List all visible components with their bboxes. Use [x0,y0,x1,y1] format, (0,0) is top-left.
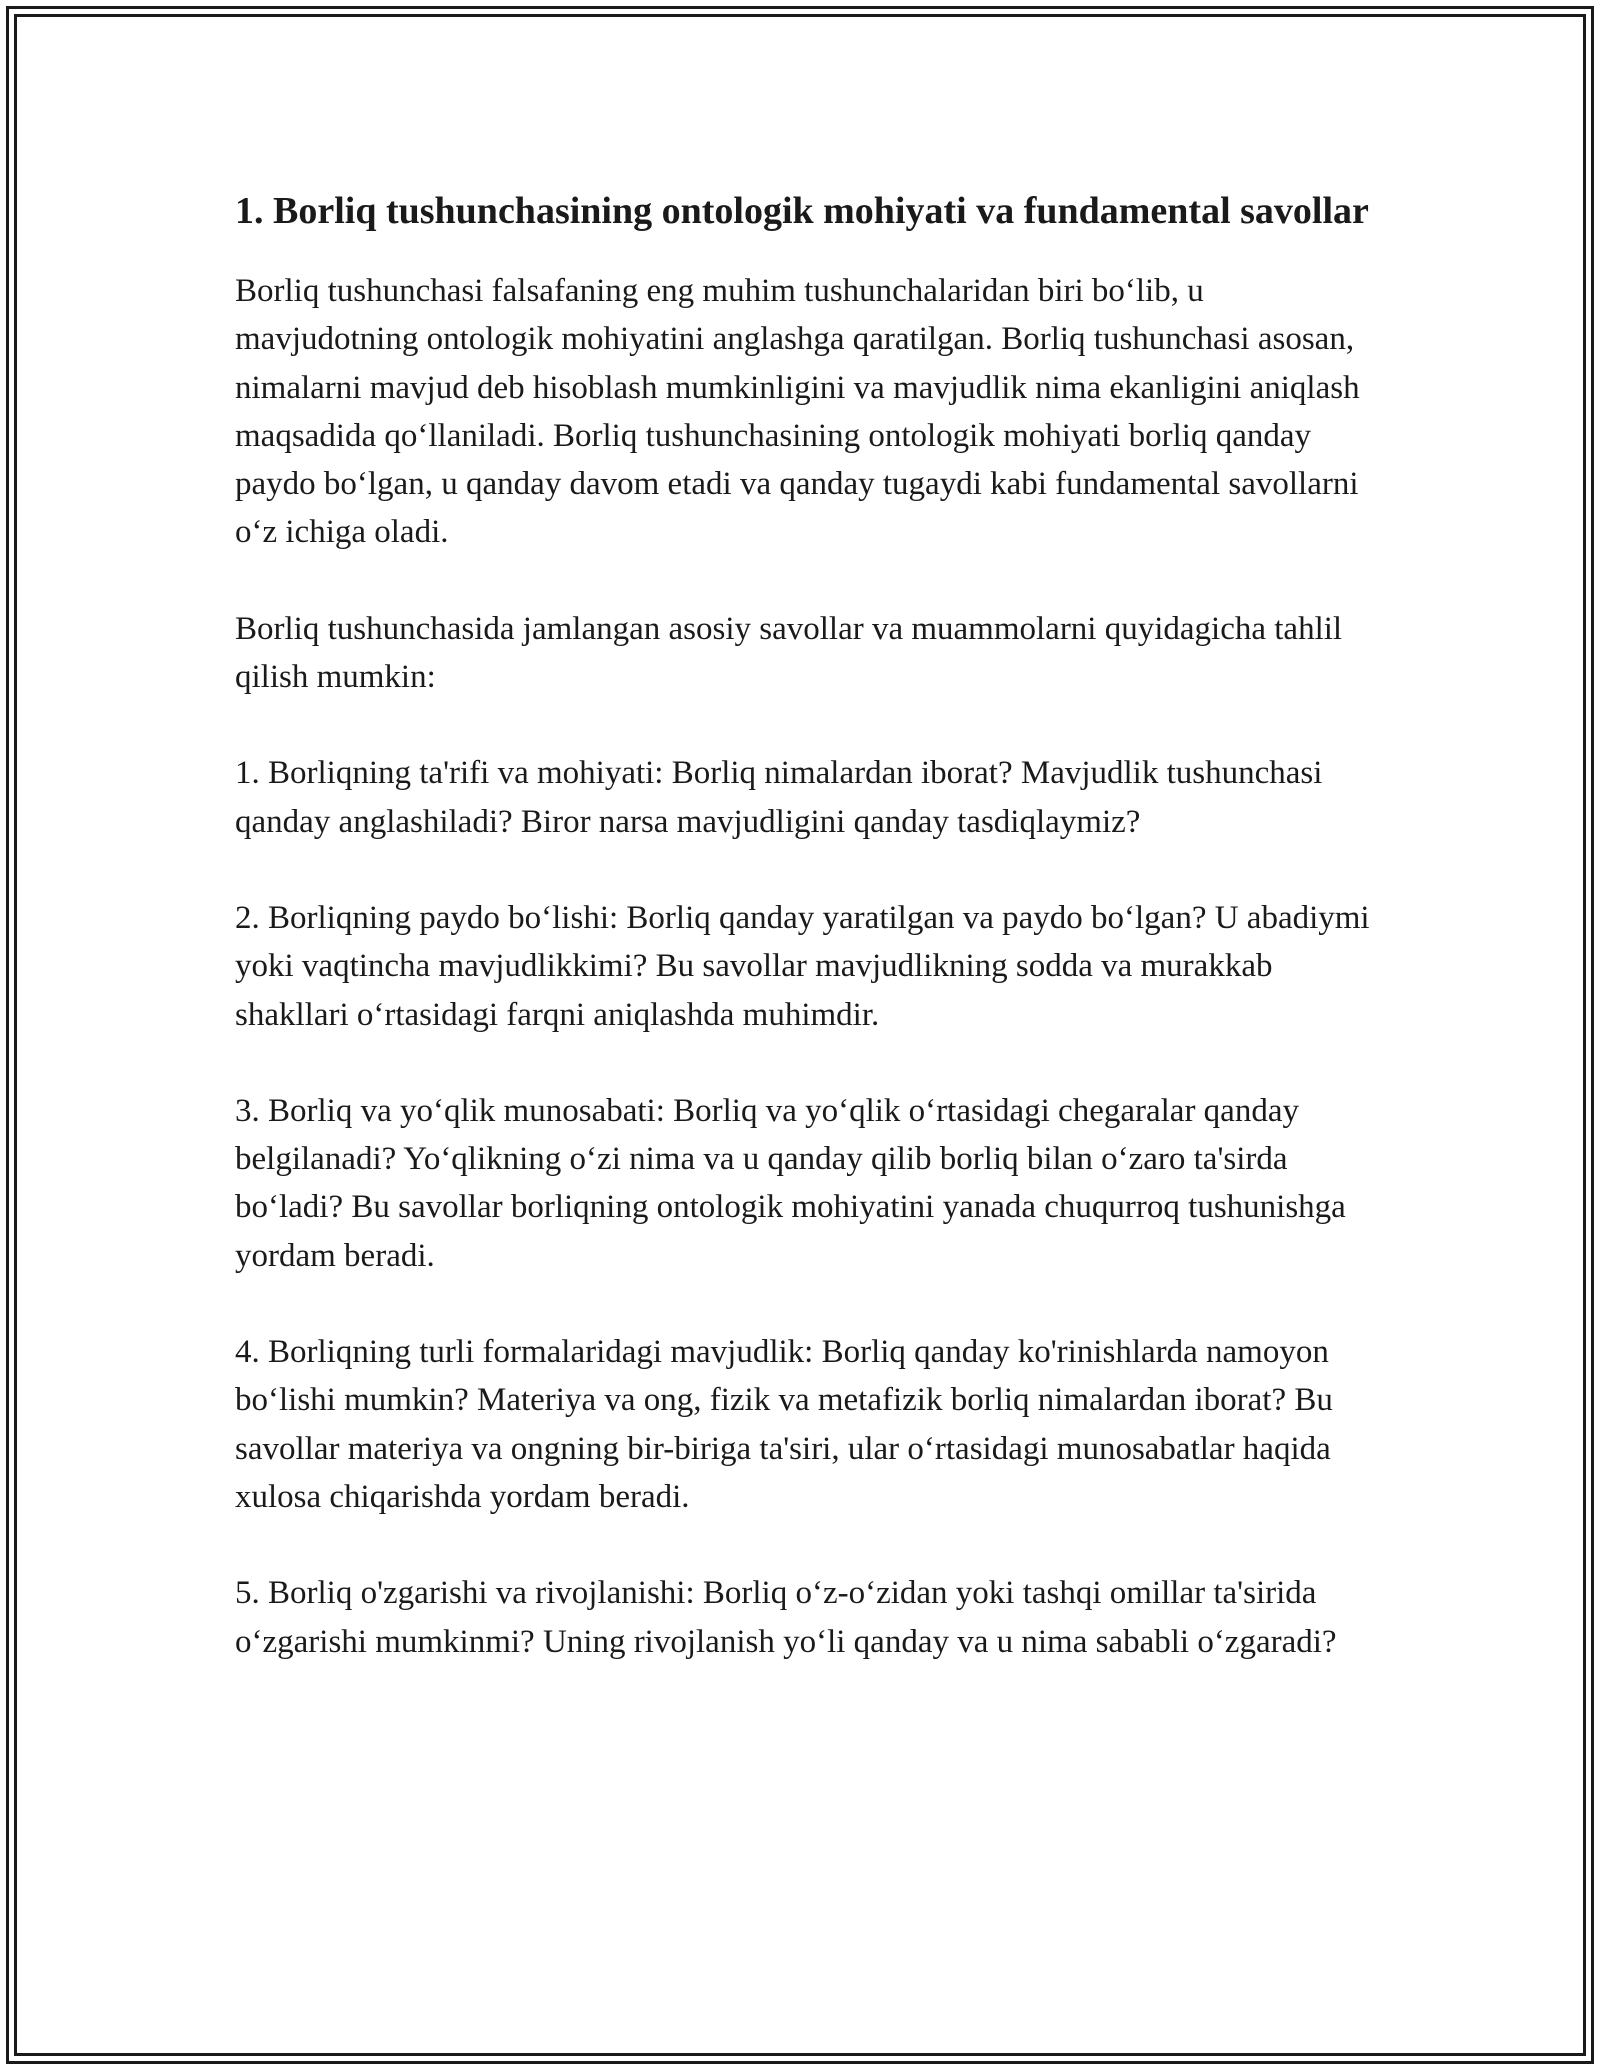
question-item-1: 1. Borliqning ta'rifi va mohiyati: Borliq nimalardan iborat? Mavjudlik tushunchasi qanday anglashiladi? Biror narsa mavjudligini qanday tasdiqlaymiz? [235,755,1323,840]
lead-in-paragraph: Borliq tushunchasida jamlangan asosiy savollar va muammolarni quyidagicha tahlil qilish mumkin: [235,610,1343,696]
question-item-4: 4. Borliqning turli formalaridagi mavjudlik: Borliq qanday ko'rinishlarda namoyon bo‘lishi mumkin? Materiya va ong, fizik va metafizik borliq nimalardan iborat? Bu savollar materiya va ongning bir-biriga ta'siri, ular o‘rtasidagi munosabatlar haqida xulosa chiqarishda yordam beradi. [235,1334,1333,1515]
document-body [235,183,1375,1714]
section-heading: 1. Borliq tushunchasining ontologik mohiyati va fundamental savollar [235,190,1369,232]
intro-paragraph: Borliq tushunchasi falsafaning eng muhim tushunchalaridan biri bo‘lib, u mavjudotning ontologik mohiyatini anglashga qaratilgan. Borliq tushunchasi asosan, nimalarni mavjud deb hisoblash mumkinligini va mavjudlik nima ekanligini aniqlash maqsadida qo‘llaniladi. Borliq tushunchasining ontologik mohiyati borliq qanday paydo bo‘lgan, u qanday davom etadi va qanday tugaydi kabi fundamental savollarni o‘z ichiga oladi. [235,273,1360,551]
question-item-2: 2. Borliqning paydo bo‘lishi: Borliq qanday yaratilgan va paydo bo‘lgan? U abadiymi yoki vaqtincha mavjudlikkimi? Bu savollar mavjudlikning sodda va murakkab shakllari o‘rtasidagi farqni aniqlashda muhimdir. [235,899,1370,1033]
question-item-3: 3. Borliq va yo‘qlik munosabati: Borliq va yo‘qlik o‘rtasidagi chegaralar qanday belgilanadi? Yo‘qlikning o‘zi nima va u qanday qilib borliq bilan o‘zaro ta'sirda bo‘ladi? Bu savollar borliqning ontologik mohiyatini yanada chuqurroq tushunishga yordam beradi. [235,1092,1346,1274]
question-item-5: 5. Borliq o'zgarishi va rivojlanishi: Borliq o‘z-o‘zidan yoki tashqi omillar ta'sirida o‘zgarishi mumkinmi? Uning rivojlanish yo‘li qanday va u nima sababli o‘zgaradi? [235,1575,1337,1660]
